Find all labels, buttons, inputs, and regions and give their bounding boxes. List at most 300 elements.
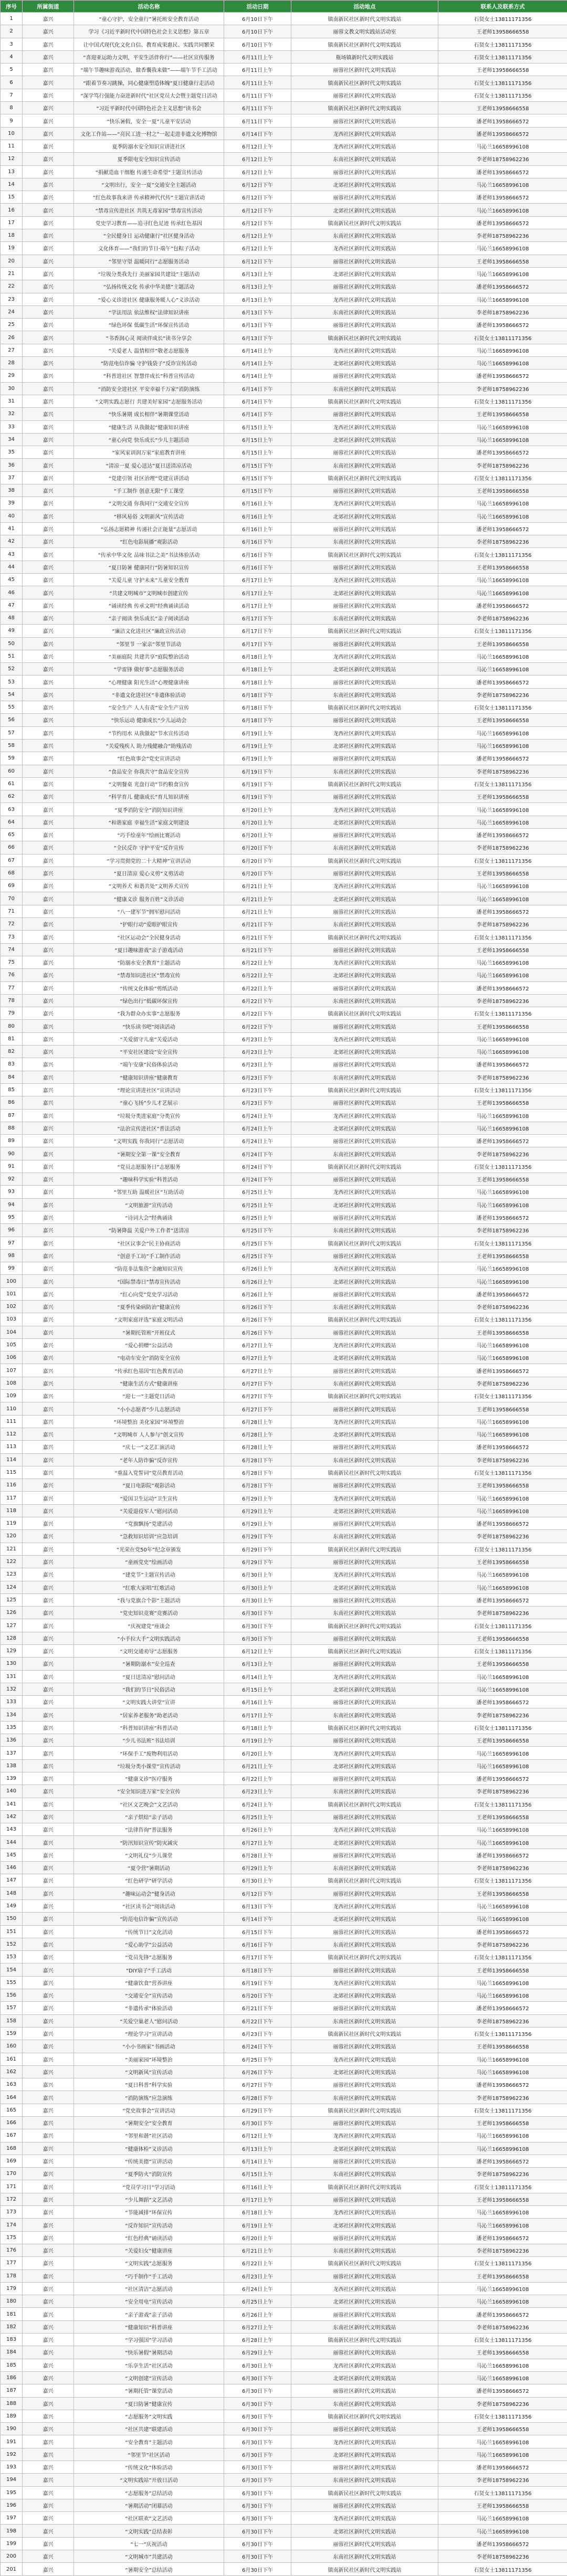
cell-date: 6月27日上午 xyxy=(224,1836,291,1849)
table-row xyxy=(1,178,567,191)
cell-location: 丽蓉社区新时代文明实践站 xyxy=(291,867,438,879)
cell-location: 丽蓉社区新时代文明实践站 xyxy=(291,64,438,76)
cell-street: 嘉兴 xyxy=(23,637,74,650)
cell-contact: 潘老师13958666572 xyxy=(438,319,567,331)
cell-contact: 石贤女士13811171356 xyxy=(438,331,567,344)
cell-index: 130 xyxy=(1,1657,23,1670)
cell-date: 6月28日上午 xyxy=(224,1415,291,1428)
cell-contact: 王老师13958666558 xyxy=(438,484,567,497)
cell-index: 61 xyxy=(1,777,23,790)
cell-index: 62 xyxy=(1,790,23,803)
cell-activity: “文明城市 人人参与”创文宣传 xyxy=(74,1428,224,1440)
cell-contact: 王老师13958666558 xyxy=(438,255,567,267)
cell-index: 188 xyxy=(1,2397,23,2410)
table-row xyxy=(1,2410,567,2422)
cell-date: 6月24日上午 xyxy=(224,1135,291,1147)
cell-contact: 李老师18758962236 xyxy=(438,2014,567,2027)
table-row xyxy=(1,153,567,165)
cell-date: 6月25日下午 xyxy=(224,1237,291,1249)
cell-contact: 潘老师13958666572 xyxy=(438,2155,567,2167)
cell-date: 6月25日下午 xyxy=(224,2053,291,2065)
cell-contact: 马沁兰16658996108 xyxy=(438,892,567,905)
cell-street: 嘉兴 xyxy=(23,102,74,114)
cell-street: 嘉兴 xyxy=(23,344,74,356)
cell-street: 嘉兴 xyxy=(23,2486,74,2499)
table-row xyxy=(1,2104,567,2116)
cell-date: 6月23日上午 xyxy=(224,2269,291,2282)
cell-location: 丽蓉社区新时代文明实践站 xyxy=(291,905,438,917)
table-header xyxy=(1,1,567,13)
cell-date: 6月13日下午 xyxy=(224,331,291,344)
cell-index: 98 xyxy=(1,1249,23,1262)
cell-activity: “夏日清凉 爱心义剪”义剪活动 xyxy=(74,867,224,879)
table-row xyxy=(1,892,567,905)
cell-activity: “爱国卫生运动”卫生宣传 xyxy=(74,1492,224,1504)
cell-contact: 石贤女士13811171356 xyxy=(438,1951,567,1963)
table-row xyxy=(1,752,567,765)
table-row xyxy=(1,1721,567,1734)
cell-location: 龙西社区新时代文明实践站 xyxy=(291,1186,438,1198)
cell-index: 190 xyxy=(1,2423,23,2435)
table-row xyxy=(1,1619,567,1632)
cell-date: 6月26日下午 xyxy=(224,1300,291,1313)
cell-date: 6月28日下午 xyxy=(224,1453,291,1466)
cell-contact: 马沁兰16658996108 xyxy=(438,663,567,675)
table-row xyxy=(1,382,567,395)
cell-date: 6月18日上午 xyxy=(224,650,291,662)
table-row xyxy=(1,1046,567,1058)
cell-location: 北郊社区新时代文明实践站 xyxy=(291,1504,438,1517)
cell-index: 109 xyxy=(1,1390,23,1402)
cell-street: 嘉兴 xyxy=(23,1785,74,1798)
cell-contact: 李老师18758962236 xyxy=(438,1785,567,1798)
cell-activity: “我与党旗合个影”主题活动 xyxy=(74,1593,224,1606)
cell-location: 东南社区新时代文明实践站 xyxy=(291,2168,438,2180)
table-row xyxy=(1,1122,567,1134)
cell-location: 镇南新民社区新时代文明实践站 xyxy=(291,548,438,561)
cell-location: 镇南新民社区新时代文明实践站 xyxy=(291,701,438,714)
cell-location: 东南社区新时代文明实践站 xyxy=(291,994,438,1007)
cell-contact: 马沁兰16658996108 xyxy=(438,1109,567,1122)
cell-street: 嘉兴 xyxy=(23,1492,74,1504)
cell-contact: 石贤女士13811171356 xyxy=(438,471,567,484)
cell-activity: “小手拉大手”文明实践活动 xyxy=(74,1632,224,1644)
cell-activity: “关爱空巢老人”慰问活动 xyxy=(74,2014,224,2027)
cell-contact: 马沁兰16658996108 xyxy=(438,1046,567,1058)
cell-activity: “学雷锋 做好事”志愿服务活动 xyxy=(74,663,224,675)
cell-location: 龙西社区新时代文明实践站 xyxy=(291,1262,438,1275)
cell-activity: “夏日科普”科学实验 xyxy=(74,2078,224,2091)
cell-contact: 王老师13958666558 xyxy=(438,1249,567,1262)
cell-location: 镇南新民社区新时代文明实践站 xyxy=(291,625,438,637)
table-row xyxy=(1,1683,567,1695)
cell-date: 6月23日下午 xyxy=(224,1096,291,1109)
cell-activity: “防暑降温 关爱户外工作者”送清凉 xyxy=(74,1224,224,1237)
cell-index: 181 xyxy=(1,2308,23,2320)
cell-date: 6月18日上午 xyxy=(224,675,291,688)
cell-activity: “夏日送清凉”慰问活动 xyxy=(74,1670,224,1683)
cell-location: 丽蓉社区新时代文明实践站 xyxy=(291,1058,438,1071)
cell-street: 嘉兴 xyxy=(23,357,74,369)
cell-location: 丽蓉社区新时代文明实践站 xyxy=(291,1441,438,1453)
cell-activity: “传统节日”文化活动 xyxy=(74,1925,224,1938)
cell-location: 北郊社区新时代文明实践站 xyxy=(291,267,438,280)
cell-activity: “家风家训润万家”家庭教育讲座 xyxy=(74,446,224,459)
cell-street: 嘉兴 xyxy=(23,2014,74,2027)
cell-contact: 潘老师13958666572 xyxy=(438,1772,567,1785)
cell-activity: “禁毒宣传进社区 共筑无毒家园”禁毒宣传活动 xyxy=(74,204,224,216)
cell-location: 镇南新民社区新时代文明实践站 xyxy=(291,2257,438,2269)
cell-index: 57 xyxy=(1,726,23,739)
cell-activity: “法治宣传进社区”普法活动 xyxy=(74,1122,224,1134)
cell-street: 嘉兴 xyxy=(23,497,74,510)
table-row xyxy=(1,1377,567,1389)
cell-contact: 李老师18758962236 xyxy=(438,2550,567,2563)
table-row xyxy=(1,2308,567,2320)
cell-index: 72 xyxy=(1,918,23,931)
cell-activity: “反诈知识”宣传活动 xyxy=(74,2219,224,2231)
cell-activity: “红色故事我来讲 传承精神代代传”主题宣讲活动 xyxy=(74,191,224,204)
cell-street: 嘉兴 xyxy=(23,2537,74,2550)
table-row xyxy=(1,497,567,510)
cell-date: 6月24日上午 xyxy=(224,1798,291,1810)
cell-activity: “爱心助学”公益活动 xyxy=(74,1938,224,1950)
table-row xyxy=(1,1364,567,1377)
cell-contact: 李老师18758962236 xyxy=(438,1708,567,1721)
cell-street: 嘉兴 xyxy=(23,1453,74,1466)
cell-index: 70 xyxy=(1,892,23,905)
cell-location: 丽蓉社区新时代文明实践站 xyxy=(291,2423,438,2435)
table-row xyxy=(1,2512,567,2525)
cell-location: 丽蓉社区新时代文明实践站 xyxy=(291,522,438,535)
table-row xyxy=(1,305,567,318)
cell-contact: 马沁兰16658996108 xyxy=(438,433,567,446)
cell-street: 嘉兴 xyxy=(23,1046,74,1058)
cell-contact: 石贤女士13811171356 xyxy=(438,1237,567,1249)
cell-contact: 潘老师13958666572 xyxy=(438,2308,567,2320)
cell-date: 6月16日上午 xyxy=(224,497,291,510)
cell-activity: “关爱妇女”健康讲座 xyxy=(74,2244,224,2256)
cell-activity: “快乐暑假”暑期活动 xyxy=(74,2346,224,2359)
cell-date: 6月25日上午 xyxy=(224,1211,291,1223)
table-row xyxy=(1,2193,567,2205)
table-row xyxy=(1,765,567,777)
cell-street: 嘉兴 xyxy=(23,2308,74,2320)
table-row xyxy=(1,1186,567,1198)
cell-activity: “健康知识”科普讲座 xyxy=(74,2320,224,2333)
cell-activity: “诗词大会”经典诵读 xyxy=(74,1211,224,1223)
cell-date: 6月12日上午 xyxy=(224,140,291,152)
cell-street: 嘉兴 xyxy=(23,1517,74,1530)
cell-date: 6月26日上午 xyxy=(224,1275,291,1287)
cell-index: 159 xyxy=(1,2027,23,2040)
cell-index: 52 xyxy=(1,663,23,675)
table-row xyxy=(1,89,567,101)
cell-street: 嘉兴 xyxy=(23,1798,74,1810)
cell-location: 镇南新民社区新时代文明实践站 xyxy=(291,1798,438,1810)
table-row xyxy=(1,1492,567,1504)
cell-street: 嘉兴 xyxy=(23,1415,74,1428)
cell-contact: 潘老师13958666572 xyxy=(438,1364,567,1377)
table-row xyxy=(1,1096,567,1109)
cell-contact: 马沁兰16658996108 xyxy=(438,1122,567,1134)
cell-contact: 马沁兰16658996108 xyxy=(438,1683,567,1695)
cell-street: 嘉兴 xyxy=(23,1466,74,1479)
cell-index: 2 xyxy=(1,25,23,38)
cell-date: 6月30日下午 xyxy=(224,2371,291,2384)
cell-contact: 马沁兰16658996108 xyxy=(438,497,567,510)
cell-index: 137 xyxy=(1,1747,23,1759)
cell-index: 28 xyxy=(1,357,23,369)
cell-location: 丽蓉社区新时代文明实践站 xyxy=(291,714,438,726)
cell-activity: “健康饮食”营养讲座 xyxy=(74,1976,224,1989)
cell-location: 镇南新民社区新时代文明实践站 xyxy=(291,2334,438,2346)
table-row xyxy=(1,1632,567,1644)
table-row xyxy=(1,2078,567,2091)
cell-index: 80 xyxy=(1,1020,23,1032)
cell-date: 6月22日上午 xyxy=(224,981,291,994)
cell-activity: “党员志愿服务日”志愿服务 xyxy=(74,1160,224,1173)
cell-index: 173 xyxy=(1,2206,23,2219)
cell-street: 嘉兴 xyxy=(23,216,74,229)
cell-street: 嘉兴 xyxy=(23,739,74,752)
cell-activity: “文明旅游”宣传活动 xyxy=(74,1198,224,1211)
cell-activity: “暑期安全”安全教育 xyxy=(74,2116,224,2129)
cell-street: 嘉兴 xyxy=(23,114,74,127)
cell-activity: “防汛知识宣传”防灾减灾 xyxy=(74,1836,224,1849)
table-row xyxy=(1,956,567,968)
cell-location: 镇南新民社区新时代文明实践站 xyxy=(291,1721,438,1734)
cell-date: 6月30日下午 xyxy=(224,2461,291,2474)
cell-date: 6月30日下午 xyxy=(224,1607,291,1619)
cell-contact: 石贤女士13811171356 xyxy=(438,2563,567,2575)
table-row xyxy=(1,1798,567,1810)
table-row xyxy=(1,2053,567,2065)
cell-location: 北郊社区新时代文明实践站 xyxy=(291,1428,438,1440)
cell-contact: 李老师18758962236 xyxy=(438,153,567,165)
table-row xyxy=(1,1173,567,1186)
table-row xyxy=(1,599,567,611)
cell-street: 嘉兴 xyxy=(23,1862,74,1874)
cell-activity: “非遗传承”体验活动 xyxy=(74,2002,224,2014)
cell-location: 丽蓉社区新时代文明实践站 xyxy=(291,1135,438,1147)
table-row xyxy=(1,1211,567,1223)
cell-index: 71 xyxy=(1,905,23,917)
cell-street: 嘉兴 xyxy=(23,2180,74,2193)
cell-location: 丽蓉社区新时代文明实践站 xyxy=(291,752,438,765)
table-row xyxy=(1,943,567,956)
cell-index: 116 xyxy=(1,1479,23,1492)
cell-contact: 王老师13958666558 xyxy=(438,2346,567,2359)
cell-activity: “垃圾分类进家庭”分类宣传 xyxy=(74,1109,224,1122)
cell-index: 179 xyxy=(1,2282,23,2295)
cell-contact: 王老师13958666558 xyxy=(438,64,567,76)
cell-date: 6月15日上午 xyxy=(224,2168,291,2180)
cell-activity: “护眼行动”爱眼护眼宣传 xyxy=(74,918,224,931)
cell-index: 119 xyxy=(1,1517,23,1530)
cell-location: 东南社区新时代文明实践站 xyxy=(291,1147,438,1160)
cell-street: 嘉兴 xyxy=(23,1747,74,1759)
cell-contact: 石贤女士13811171356 xyxy=(438,38,567,50)
table-row xyxy=(1,535,567,548)
cell-date: 6月30日下午 xyxy=(224,2499,291,2511)
cell-activity: “童心向党 快乐成长”少儿主题活动 xyxy=(74,433,224,446)
cell-contact: 石贤女士13811171356 xyxy=(438,13,567,25)
cell-location: 龙西社区新时代文明实践站 xyxy=(291,2359,438,2371)
cell-location: 镇南新民社区新时代文明实践站 xyxy=(291,13,438,25)
table-row xyxy=(1,1262,567,1275)
cell-contact: 李老师18758962236 xyxy=(438,382,567,395)
cell-activity: “邻里守望 温暖同行”志愿服务活动 xyxy=(74,255,224,267)
cell-contact: 王老师13958666558 xyxy=(438,1096,567,1109)
cell-contact: 王老师13958666558 xyxy=(438,1173,567,1186)
cell-activity: “DIY扇子”手工活动 xyxy=(74,1963,224,1976)
cell-activity: “电动车安全”消防安全宣传 xyxy=(74,1352,224,1364)
cell-index: 56 xyxy=(1,714,23,726)
table-row xyxy=(1,1237,567,1249)
cell-street: 嘉兴 xyxy=(23,1160,74,1173)
cell-date: 6月28日上午 xyxy=(224,1849,291,1861)
cell-contact: 马沁兰16658996108 xyxy=(438,1352,567,1364)
cell-date: 6月20日上午 xyxy=(224,803,291,816)
table-row xyxy=(1,739,567,752)
cell-date: 6月28日上午 xyxy=(224,1441,291,1453)
cell-index: 123 xyxy=(1,1568,23,1581)
table-row xyxy=(1,2550,567,2563)
cell-index: 38 xyxy=(1,484,23,497)
cell-date: 6月27日下午 xyxy=(224,1377,291,1389)
cell-activity: “居家养老服务”助老活动 xyxy=(74,1708,224,1721)
cell-date: 6月19日上午 xyxy=(224,2219,291,2231)
cell-contact: 王老师13958666558 xyxy=(438,561,567,573)
cell-contact: 王老师13958666558 xyxy=(438,102,567,114)
table-row xyxy=(1,1581,567,1593)
cell-contact: 石贤女士13811171356 xyxy=(438,2257,567,2269)
cell-street: 嘉兴 xyxy=(23,714,74,726)
cell-street: 嘉兴 xyxy=(23,1951,74,1963)
cell-contact: 李老师18758962236 xyxy=(438,2474,567,2486)
cell-street: 嘉兴 xyxy=(23,2129,74,2142)
cell-activity: “文明实践”总结表彰 xyxy=(74,2525,224,2537)
cell-index: 148 xyxy=(1,1887,23,1899)
table-row xyxy=(1,1415,567,1428)
cell-street: 嘉兴 xyxy=(23,1874,74,1887)
table-row xyxy=(1,344,567,356)
cell-street: 嘉兴 xyxy=(23,369,74,382)
cell-location: 东南社区新时代文明实践站 xyxy=(291,2550,438,2563)
table-row xyxy=(1,2384,567,2397)
table-row xyxy=(1,1810,567,1823)
cell-date: 6月11日下午 xyxy=(224,89,291,101)
cell-location: 东南社区新时代文明实践站 xyxy=(291,1071,438,1083)
cell-location: 北郊社区新时代文明实践站 xyxy=(291,1581,438,1593)
table-row xyxy=(1,650,567,662)
cell-index: 177 xyxy=(1,2257,23,2269)
cell-contact: 潘老师13958666572 xyxy=(438,981,567,994)
cell-street: 嘉兴 xyxy=(23,2002,74,2014)
cell-date: 6月21日下午 xyxy=(224,2002,291,2014)
cell-index: 48 xyxy=(1,611,23,624)
cell-contact: 马沁兰16658996108 xyxy=(438,1823,567,1836)
cell-index: 23 xyxy=(1,293,23,305)
cell-index: 111 xyxy=(1,1415,23,1428)
cell-activity: “安全生产 人人有责”安全生产宣传 xyxy=(74,701,224,714)
cell-location: 龙西社区新时代文明实践站 xyxy=(291,1747,438,1759)
cell-activity: “关爱留守儿童”关爱活动 xyxy=(74,1032,224,1045)
cell-location: 东南社区新时代文明实践站 xyxy=(291,1530,438,1543)
cell-date: 6月13日上午 xyxy=(224,1657,291,1670)
cell-street: 嘉兴 xyxy=(23,1887,74,1899)
cell-street: 嘉兴 xyxy=(23,701,74,714)
table-row xyxy=(1,2206,567,2219)
cell-activity: “党建引领 社区治理”党建宣讲活动 xyxy=(74,471,224,484)
cell-contact: 马沁兰16658996108 xyxy=(438,969,567,981)
cell-date: 6月22日下午 xyxy=(224,1007,291,1020)
cell-contact: 马沁兰16658996108 xyxy=(438,242,567,255)
cell-activity: “心理健康 阳光生活”心理健康讲座 xyxy=(74,675,224,688)
cell-date: 6月30日下午 xyxy=(224,1619,291,1632)
cell-contact: 马沁兰16658996108 xyxy=(438,803,567,816)
table-row xyxy=(1,1530,567,1543)
cell-activity: “老年人防诈骗”反诈宣传 xyxy=(74,1453,224,1466)
cell-street: 嘉兴 xyxy=(23,204,74,216)
table-row xyxy=(1,1887,567,1899)
cell-activity: “我们的节日”民俗活动 xyxy=(74,1683,224,1695)
cell-date: 6月29日下午 xyxy=(224,1530,291,1543)
cell-location: 丽蓉社区新时代文明实践站 xyxy=(291,829,438,841)
cell-date: 6月20日上午 xyxy=(224,2231,291,2244)
cell-contact: 石贤女士13811171356 xyxy=(438,1313,567,1326)
cell-street: 嘉兴 xyxy=(23,1186,74,1198)
table-row xyxy=(1,1849,567,1861)
cell-street: 嘉兴 xyxy=(23,38,74,50)
table-row xyxy=(1,1899,567,1912)
cell-contact: 李老师18758962236 xyxy=(438,841,567,854)
table-row xyxy=(1,854,567,867)
cell-location: 东南社区新时代文明实践站 xyxy=(291,1224,438,1237)
cell-contact: 李老师18758962236 xyxy=(438,2091,567,2104)
cell-activity: “童画党史”绘画活动 xyxy=(74,1555,224,1568)
cell-street: 嘉兴 xyxy=(23,1147,74,1160)
cell-contact: 马沁兰16658996108 xyxy=(438,178,567,191)
cell-activity: “夏日趣味游戏”亲子游戏活动 xyxy=(74,943,224,956)
cell-activity: “快乐暑期 成长相伴”暑期课堂活动 xyxy=(74,408,224,420)
cell-contact: 石贤女士13811171356 xyxy=(438,548,567,561)
cell-index: 184 xyxy=(1,2346,23,2359)
cell-location: 丽蓉社区新时代文明实践站 xyxy=(291,790,438,803)
cell-activity: “社区共建”联建活动 xyxy=(74,2423,224,2435)
table-row xyxy=(1,1007,567,1020)
cell-location: 龙西社区新时代文明实践站 xyxy=(291,1415,438,1428)
cell-date: 6月27日下午 xyxy=(224,1390,291,1402)
table-row xyxy=(1,127,567,140)
cell-location: 龙西社区新时代文明实践站 xyxy=(291,574,438,586)
cell-contact: 李老师18758962236 xyxy=(438,229,567,242)
cell-index: 32 xyxy=(1,408,23,420)
cell-activity: “红色电影展播”观影活动 xyxy=(74,535,224,548)
cell-location: 丽蓉社区新时代文明实践站 xyxy=(291,114,438,127)
cell-contact: 石贤女士13811171356 xyxy=(438,1160,567,1173)
table-row xyxy=(1,1517,567,1530)
cell-location: 镇南新民社区新时代文明实践站 xyxy=(291,1874,438,1887)
cell-date: 6月20日上午 xyxy=(224,829,291,841)
cell-contact: 马沁兰16658996108 xyxy=(438,2053,567,2065)
cell-date: 6月30日上午 xyxy=(224,1593,291,1606)
table-row xyxy=(1,2499,567,2511)
cell-index: 117 xyxy=(1,1492,23,1504)
cell-contact: 潘老师13958666572 xyxy=(438,905,567,917)
table-row xyxy=(1,1313,567,1326)
